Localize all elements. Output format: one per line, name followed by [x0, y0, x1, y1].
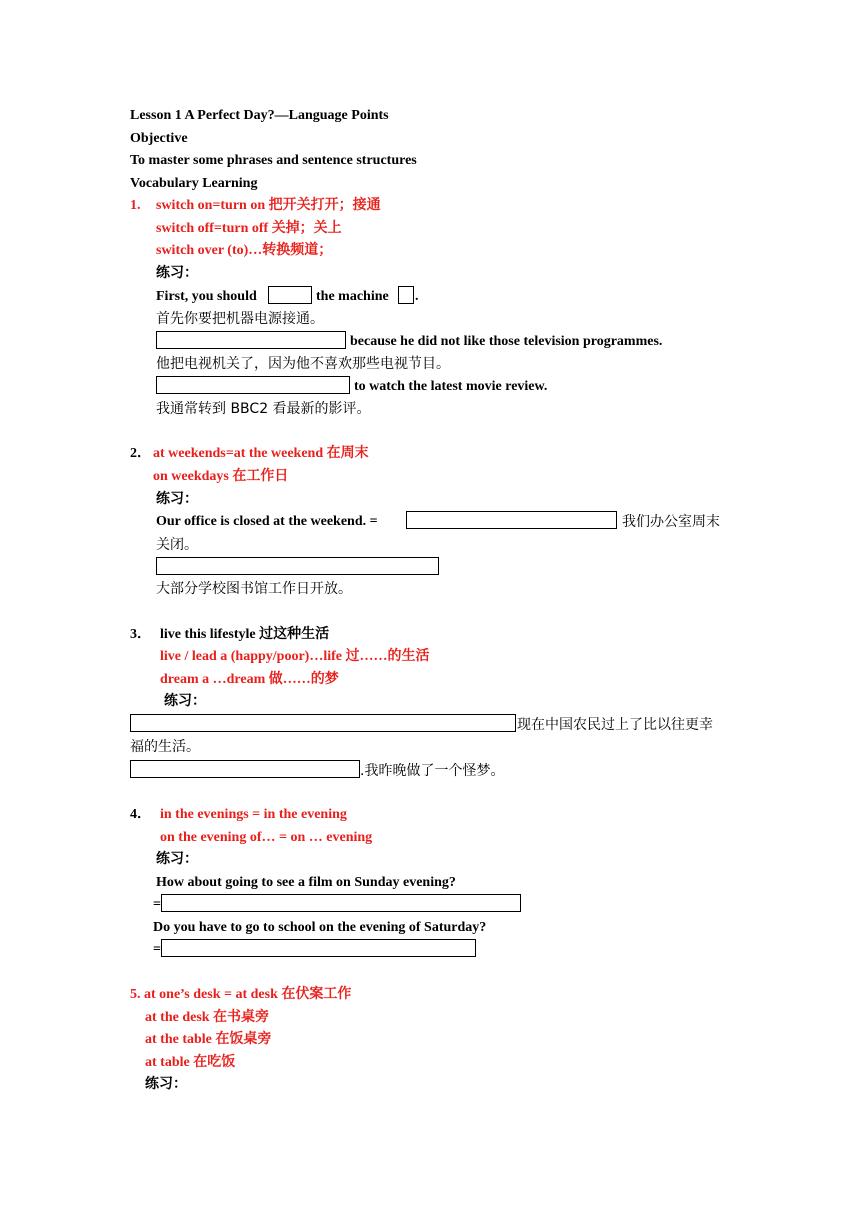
section-4-phrase-1: in the evenings = in the evening	[160, 807, 347, 822]
section-5-phrase-4: at table 在吃饭	[145, 1055, 236, 1070]
section-1-phrase-2: switch off=turn off 关掉；关上	[156, 221, 342, 236]
section-3-number: 3．	[130, 627, 151, 642]
s4-q2-text: Do you have to go to school on the evening of Saturday?	[153, 920, 487, 935]
section-3-phrase-2: live / lead a (happy/poor)…life 过……的生活	[160, 649, 430, 664]
section-4-phrase-2: on the evening of… = on … evening	[160, 830, 373, 845]
section-3-phrase-3: dream a …dream 做……的梦	[160, 672, 339, 687]
s1-q1-text-a: First, you should	[156, 289, 257, 304]
section-2-phrase-1: at weekends=at the weekend 在周末	[153, 446, 369, 461]
s1-q1-period: .	[415, 289, 419, 304]
s3-q1-chinese-a: 现在中国农民过上了比以往更幸	[517, 717, 713, 733]
practice-label-3: 练习：	[164, 694, 206, 709]
s2-q1-text: Our office is closed at the weekend. =	[156, 514, 378, 529]
s1-q2-blank[interactable]	[156, 331, 346, 349]
s3-q2-blank[interactable]	[130, 760, 360, 778]
section-1-phrase-1: switch on=turn on 把开关打开；接通	[156, 198, 381, 213]
practice-label-2: 练习：	[156, 492, 198, 507]
vocab-heading: Vocabulary Learning	[130, 176, 258, 191]
s2-q1-blank[interactable]	[406, 511, 617, 529]
s1-q1-chinese: 首先你要把机器电源接通。	[156, 311, 324, 327]
section-1-phrase-3: switch over (to)…转换频道；	[156, 243, 333, 258]
s1-q3-text: to watch the latest movie review.	[354, 379, 548, 394]
section-4-number: 4．	[130, 807, 151, 822]
s4-q2-blank[interactable]	[161, 939, 476, 957]
section-1-number: 1.	[130, 198, 141, 213]
page-title: Lesson 1 A Perfect Day?—Language Points	[130, 108, 389, 123]
s1-q3-blank[interactable]	[156, 376, 350, 394]
s2-q1-chinese-a: 我们办公室周末	[622, 514, 720, 530]
section-2-number: 2．	[130, 446, 151, 461]
s1-q2-text: because he did not like those television programmes.	[350, 334, 663, 349]
objective-text: To master some phrases and sentence structures	[130, 153, 417, 168]
s4-q1-equals: =	[153, 897, 161, 912]
objective-heading: Objective	[130, 131, 188, 146]
s4-q1-text: How about going to see a film on Sunday evening?	[156, 875, 456, 890]
s4-q2-equals: =	[153, 942, 161, 957]
section-2-phrase-2: on weekdays 在工作日	[153, 469, 289, 484]
practice-label-1: 练习：	[156, 266, 198, 281]
section-3-phrase-1: live this lifestyle 过这种生活	[160, 627, 330, 642]
s3-q1-blank[interactable]	[130, 714, 516, 732]
section-5-phrase-1: 5. at one’s desk = at desk 在伏案工作	[130, 987, 352, 1002]
s1-q2-chinese: 他把电视机关了，因为他不喜欢那些电视节目。	[156, 356, 450, 372]
section-5-phrase-3: at the table 在饭桌旁	[145, 1032, 272, 1047]
s2-q2-chinese: 大部分学校图书馆工作日开放。	[156, 581, 352, 597]
practice-label-4: 练习：	[156, 852, 198, 867]
s2-q2-blank[interactable]	[156, 557, 439, 575]
s1-q1-blank-1[interactable]	[268, 286, 312, 304]
s3-q1-chinese-b: 福的生活。	[130, 739, 200, 755]
s1-q1-text-b: the machine	[316, 289, 389, 304]
s3-q2-chinese: .我昨晚做了一个怪梦。	[360, 763, 505, 779]
s1-q3-chinese: 我通常转到 BBC2 看最新的影评。	[156, 401, 371, 417]
s2-q1-chinese-b: 关闭。	[156, 537, 198, 553]
practice-label-5: 练习：	[145, 1077, 187, 1092]
s1-q1-blank-2[interactable]	[398, 286, 414, 304]
section-5-phrase-2: at the desk 在书桌旁	[145, 1010, 270, 1025]
s4-q1-blank[interactable]	[161, 894, 521, 912]
